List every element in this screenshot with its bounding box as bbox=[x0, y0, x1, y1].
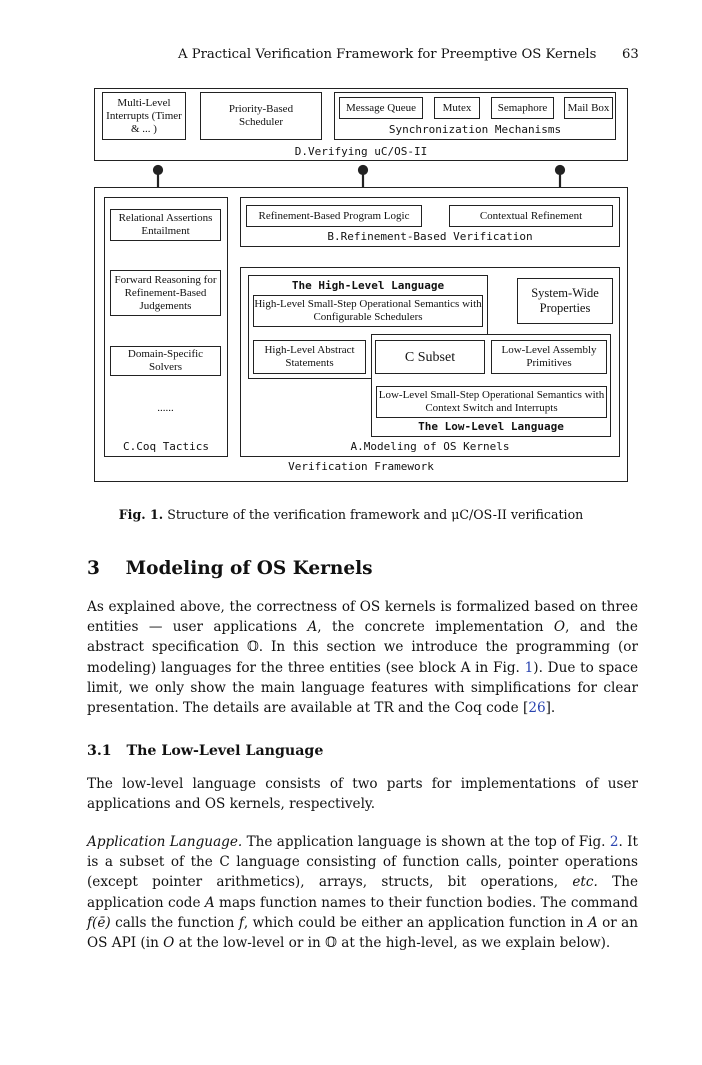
c-block-label: C.Coq Tactics bbox=[122, 440, 210, 453]
interrupts-text: Multi-Level Interrupts (Timer & ... ) bbox=[106, 96, 182, 135]
text-span: or an OS API (in bbox=[87, 914, 638, 952]
section-title: Modeling of OS Kernels bbox=[125, 558, 373, 579]
paragraph-low-level: The low-level language consists of two parts for implementations of user applications and OS kernels, respectively. bbox=[87, 776, 638, 813]
c-subset-text: C Subset bbox=[404, 349, 456, 365]
text-span: . It is a subset of the C language consisting of function calls, pointer operations (except pointer arithmetics), arrays, structs, bit operations, bbox=[87, 834, 638, 891]
text-span: maps function names to their function bodies. The command bbox=[214, 894, 638, 911]
math-var: A bbox=[587, 914, 598, 931]
a-block-label: A.Modeling of OS Kernels bbox=[350, 440, 510, 453]
math-expr: f(ē) bbox=[87, 914, 111, 931]
text-span: ). Due to space limit, we only show the main language features with simplifications for clear presentation. The details are available at TR and the Coq code [ bbox=[87, 659, 638, 717]
scheduler-text: Priority-Based Scheduler bbox=[228, 103, 294, 128]
subsection-heading bbox=[87, 743, 323, 759]
caption-label: Fig. 1. bbox=[118, 507, 164, 522]
framework-label: Verification Framework bbox=[288, 460, 434, 473]
running-title: A Practical Verification Framework for Preemptive OS Kernels bbox=[178, 47, 597, 62]
system-properties-text: System-Wide Properties bbox=[531, 286, 599, 315]
section-number: 3 bbox=[87, 558, 100, 579]
citation-link[interactable]: 26 bbox=[528, 700, 546, 717]
paragraph-intro bbox=[87, 597, 638, 718]
c-subset-box bbox=[375, 340, 485, 374]
program-logic-text: Refinement-Based Program Logic bbox=[258, 209, 410, 222]
ellipsis: ...... bbox=[157, 402, 174, 414]
high-level-title: The High-Level Language bbox=[291, 279, 445, 292]
subsection-title: The Low-Level Language bbox=[126, 743, 324, 759]
high-abstract-text: High-Level Abstract Statements bbox=[264, 344, 355, 369]
text-span: , the concrete implementation bbox=[317, 619, 554, 636]
high-abstract-box bbox=[253, 340, 366, 374]
sync-item-label: Semaphore bbox=[497, 101, 548, 114]
low-semantics-text: Low-Level Small-Step Operational Semantics with Context Switch and Interrupts bbox=[378, 389, 605, 414]
low-asm-text: Low-Level Assembly Primitives bbox=[501, 344, 597, 369]
paragraph-heading: Application Language. bbox=[87, 834, 243, 850]
math-var: O bbox=[163, 935, 175, 952]
text-span: at the low-level or in 𝕆 at the high-level, as we explain below). bbox=[174, 935, 611, 952]
text-span: , and the abstract specification 𝕆. In this section we introduce the programming (or modeling) languages for the three entities (see block A in Fig. bbox=[87, 619, 638, 676]
low-level-title: The Low-Level Language bbox=[418, 420, 564, 433]
text-span: , which could be either an application function in bbox=[243, 914, 588, 931]
high-semantics-box bbox=[253, 295, 483, 327]
figure-1 bbox=[0, 0, 702, 500]
text-span: etc. bbox=[572, 874, 598, 891]
c-item-text: Relational Assertions Entailment bbox=[118, 212, 213, 237]
contextual-refinement-text: Contextual Refinement bbox=[479, 209, 583, 222]
paragraph-application-language bbox=[87, 832, 638, 953]
text-span: ]. bbox=[545, 700, 556, 717]
page-number: 63 bbox=[622, 47, 639, 62]
forward-reasoning-box bbox=[110, 270, 221, 316]
contextual-refinement-box bbox=[449, 205, 613, 227]
section-heading bbox=[87, 558, 373, 579]
domain-solvers-box bbox=[110, 346, 221, 376]
sync-item-label: Message Queue bbox=[346, 101, 416, 114]
sync-item-label: Mail Box bbox=[567, 101, 610, 114]
caption-text: Structure of the verification framework and μC/OS-II verification bbox=[167, 507, 584, 522]
high-semantics-text: High-Level Small-Step Operational Semantics with Configurable Schedulers bbox=[254, 298, 482, 323]
text-span: The application language is shown at the top of Fig. bbox=[242, 834, 610, 850]
c-item-text: Forward Reasoning for Refinement-Based Judgements bbox=[114, 273, 217, 312]
figure-caption bbox=[0, 507, 702, 522]
relational-assertions-box bbox=[110, 209, 221, 241]
b-block-label: B.Refinement-Based Verification bbox=[327, 230, 533, 243]
math-var: A bbox=[204, 894, 215, 911]
figure-ref-link[interactable]: 1 bbox=[524, 659, 534, 676]
math-var: O bbox=[553, 619, 566, 636]
d-block-label: D.Verifying uC/OS-II bbox=[294, 145, 428, 158]
text-span: As explained above, the correctness of OS kernels is formalized based on three entities — user applications bbox=[87, 599, 638, 636]
math-var: A bbox=[307, 619, 318, 636]
text-span: The application code bbox=[87, 874, 638, 911]
program-logic-box bbox=[246, 205, 422, 227]
text-span: calls the function bbox=[110, 914, 239, 931]
sync-label: Synchronization Mechanisms bbox=[388, 123, 562, 136]
figure-ref-link[interactable]: 2 bbox=[609, 834, 619, 850]
math-var: f bbox=[238, 914, 244, 931]
low-asm-box bbox=[491, 340, 607, 374]
subsection-number: 3.1 bbox=[87, 743, 112, 759]
c-item-text: Domain-Specific Solvers bbox=[127, 348, 204, 373]
system-properties-box bbox=[517, 278, 613, 324]
low-semantics-box bbox=[376, 386, 607, 418]
sync-item-label: Mutex bbox=[442, 101, 472, 114]
